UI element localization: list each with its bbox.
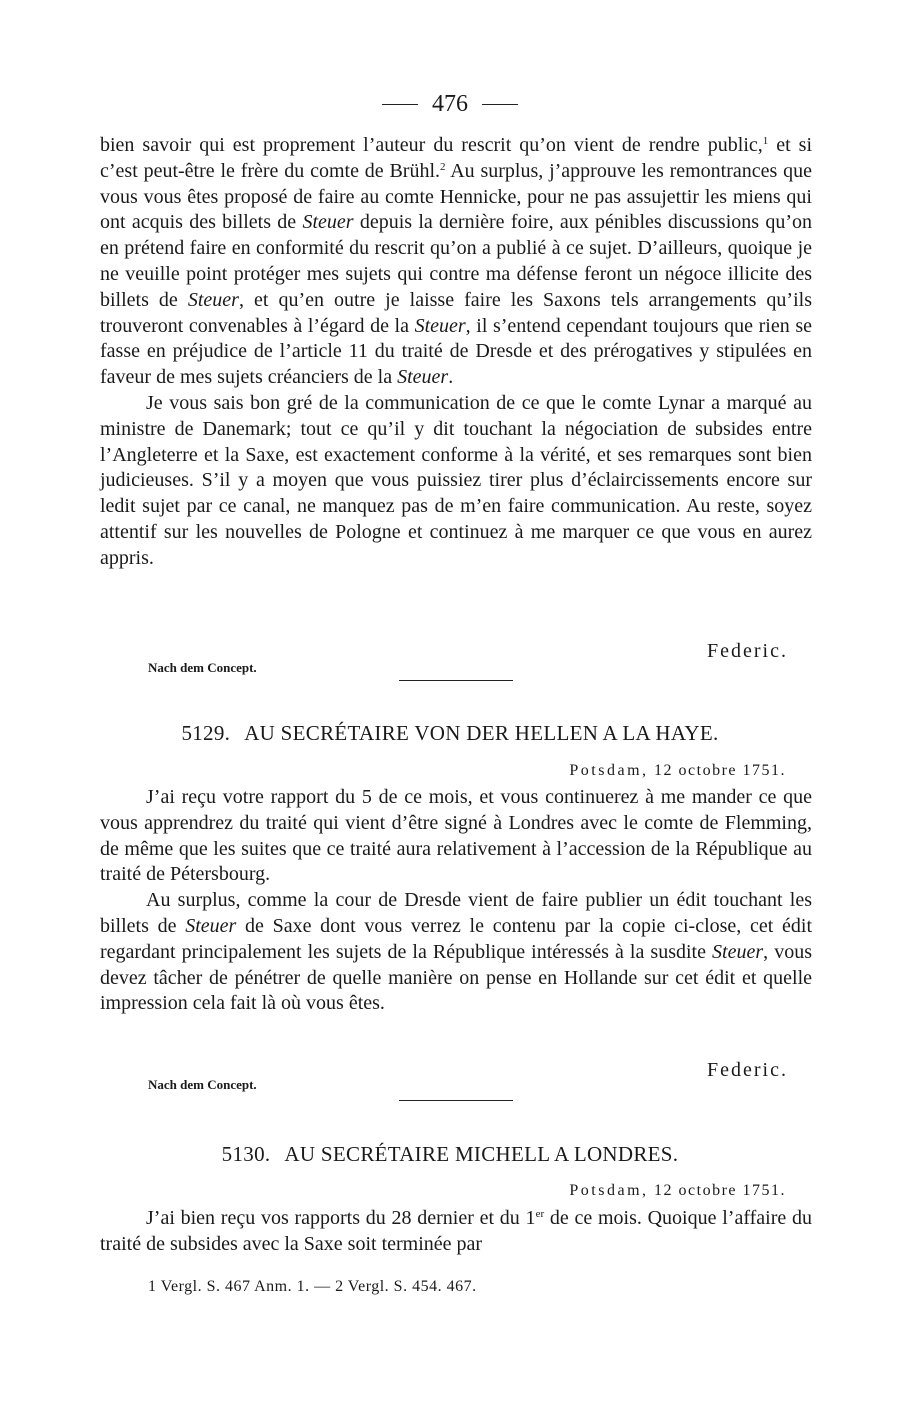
letter-continuation-paragraph-2: Je vous sais bon gré de la communication de ce que le comte Lynar a marqué au ministre de Danemark; tout ce qu’il y dit touchant la négociation de subsides entre l’Angleterre et la Saxe, est exactement conforme à la vérité, et ses remarques sont bien judicieuses. S’il y a moyen que vous puissiez tirer plus d’éclaircissements encore sur ledit sujet par ce canal, ne manquez pas de m’en faire communication. Au reste, soyez attentif sur les nouvelles de Pologne et continuez à me marquer ce que vous en aurez appris. [100, 391, 812, 569]
letter-heading-5129 [0, 721, 900, 746]
letter-title: AU SECRÉTAIRE VON DER HELLEN A LA HAYE. [244, 721, 719, 745]
letter-continuation [100, 133, 812, 572]
letter-5130-paragraph-1: J’ai bien reçu vos rapports du 28 dernier et du 1er de ce mois. Quoique l’affaire du traité de subsides avec la Saxe soit terminée par [100, 1207, 813, 1255]
letter-body-5130 [100, 1206, 812, 1258]
header-rule-right [482, 104, 518, 105]
letter-heading-5130 [0, 1142, 900, 1167]
date-value: 12 octobre 1751. [654, 1182, 786, 1199]
date-value: 12 octobre 1751. [654, 762, 786, 779]
letter-number: 5130. [221, 1142, 271, 1166]
signature: Federic. [707, 640, 788, 662]
signature: Federic. [707, 1059, 788, 1081]
source-note: Nach dem Concept. [148, 1077, 257, 1092]
letter-date-5130 [569, 1182, 786, 1200]
section-divider [399, 1100, 513, 1101]
letter-5129-paragraph-2: Au surplus, comme la cour de Dresde vient de faire publier un édit touchant les billets de Steuer de Saxe dont vous verrez le contenu par la copie ci-close, cet édit regardant principalement les sujets de la République intéressés à la susdite Steuer, vous devez tâcher de pénétrer de quelle manière on pense en Hollande sur cet édit et quelle impression cela fait là où vous êtes. [100, 889, 813, 1015]
letter-body-5129 [100, 785, 812, 1017]
page-number: 476 [432, 90, 468, 117]
letter-5129-paragraph-1: J’ai reçu votre rapport du 5 de ce mois, et vous continuerez à me mander ce que vous apprendrez du traité qui vient d’être signé à Londres avec le comte de Flemming, de même que les suites que ce traité aura relativement à l’accession de la République au traité de Pétersbourg. [100, 786, 812, 886]
date-place: Potsdam, [569, 762, 649, 779]
page-header [0, 84, 900, 124]
footnotes: 1 Vergl. S. 467 Anm. 1. — 2 Vergl. S. 454. 467. [148, 1278, 477, 1295]
date-place: Potsdam, [569, 1182, 649, 1199]
letter-title: AU SECRÉTAIRE MICHELL A LONDRES. [284, 1142, 679, 1166]
header-rule-left [382, 104, 418, 105]
section-divider [399, 680, 513, 681]
source-note: Nach dem Concept. [148, 660, 257, 675]
letter-date-5129 [569, 762, 786, 780]
letter-continuation-paragraph-1: bien savoir qui est proprement l’auteur du rescrit qu’on vient de rendre public,$^1$ et si c’est peut-être le frère du comte de Brühl.$^2$ Au surplus, j’approuve les remontrances que vous vous êtes proposé de faire au comte Hennicke, pour ne pas assujettir les miens qui ont acquis des billets de Steuer depuis la dernière foire, aux pénibles discussions qu’on en prétend faire en conformité du rescrit qu’on a publié à ce sujet. D’ailleurs, quoique je ne veuille point protéger mes sujets qui contre ma défense feront un négoce illicite des billets de Steuer, et qu’en outre je laisse faire les Saxons tels arrangements qu’ils trouveront convenables à l’égard de la Steuer, il s’entend cependant toujours que rien se fasse en préjudice de l’article 11 du traité de Dresde et des prérogatives y stipulées en faveur de mes sujets créanciers de la Steuer. [100, 134, 812, 389]
letter-number: 5129. [181, 721, 231, 745]
